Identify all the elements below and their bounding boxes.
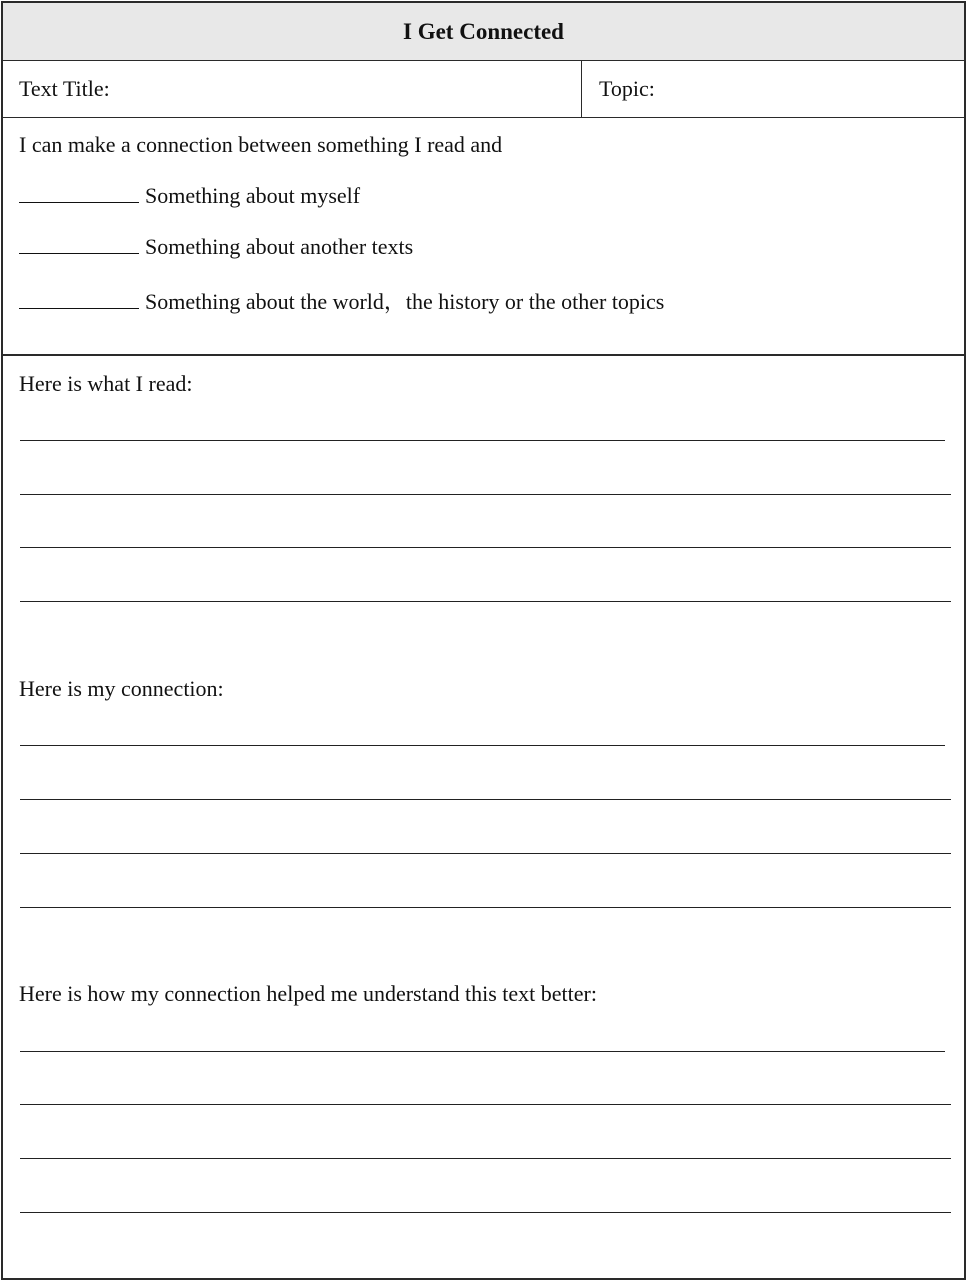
option-label: Something about the world，the history or the other topics <box>145 289 665 314</box>
connection-option-myself <box>19 183 360 209</box>
connection-type-block <box>3 118 964 356</box>
topic-label: Topic: <box>599 76 655 101</box>
writing-line[interactable] <box>20 547 951 548</box>
option-blank[interactable] <box>19 235 139 254</box>
connection-option-world <box>19 285 664 316</box>
writing-line[interactable] <box>20 494 951 495</box>
section-my-connection-label: Here is my connection: <box>19 676 224 701</box>
writing-line[interactable] <box>20 745 945 746</box>
writing-line[interactable] <box>20 1051 945 1052</box>
worksheet <box>1 1 966 1280</box>
writing-line[interactable] <box>20 1212 951 1213</box>
writing-line[interactable] <box>20 907 951 908</box>
writing-line[interactable] <box>20 1158 951 1159</box>
worksheet-title: I Get Connected <box>3 3 964 61</box>
option-blank[interactable] <box>19 290 139 309</box>
writing-line[interactable] <box>20 440 945 441</box>
writing-line[interactable] <box>20 853 951 854</box>
option-blank[interactable] <box>19 184 139 203</box>
writing-line[interactable] <box>20 1104 951 1105</box>
writing-line[interactable] <box>20 601 951 602</box>
section-what-i-read-label: Here is what I read: <box>19 371 193 396</box>
option-label: Something about myself <box>145 183 361 208</box>
connection-intro: I can make a connection between something I read and <box>19 132 503 157</box>
text-title-label: Text Title: <box>19 76 110 101</box>
section-helped-understand-label: Here is how my connection helped me understand this text better: <box>19 981 597 1006</box>
connection-option-texts <box>19 234 413 260</box>
text-title-field[interactable] <box>3 61 582 117</box>
option-label: Something about another texts <box>145 234 414 259</box>
meta-row <box>3 61 964 118</box>
topic-field[interactable] <box>582 61 964 117</box>
writing-line[interactable] <box>20 799 951 800</box>
